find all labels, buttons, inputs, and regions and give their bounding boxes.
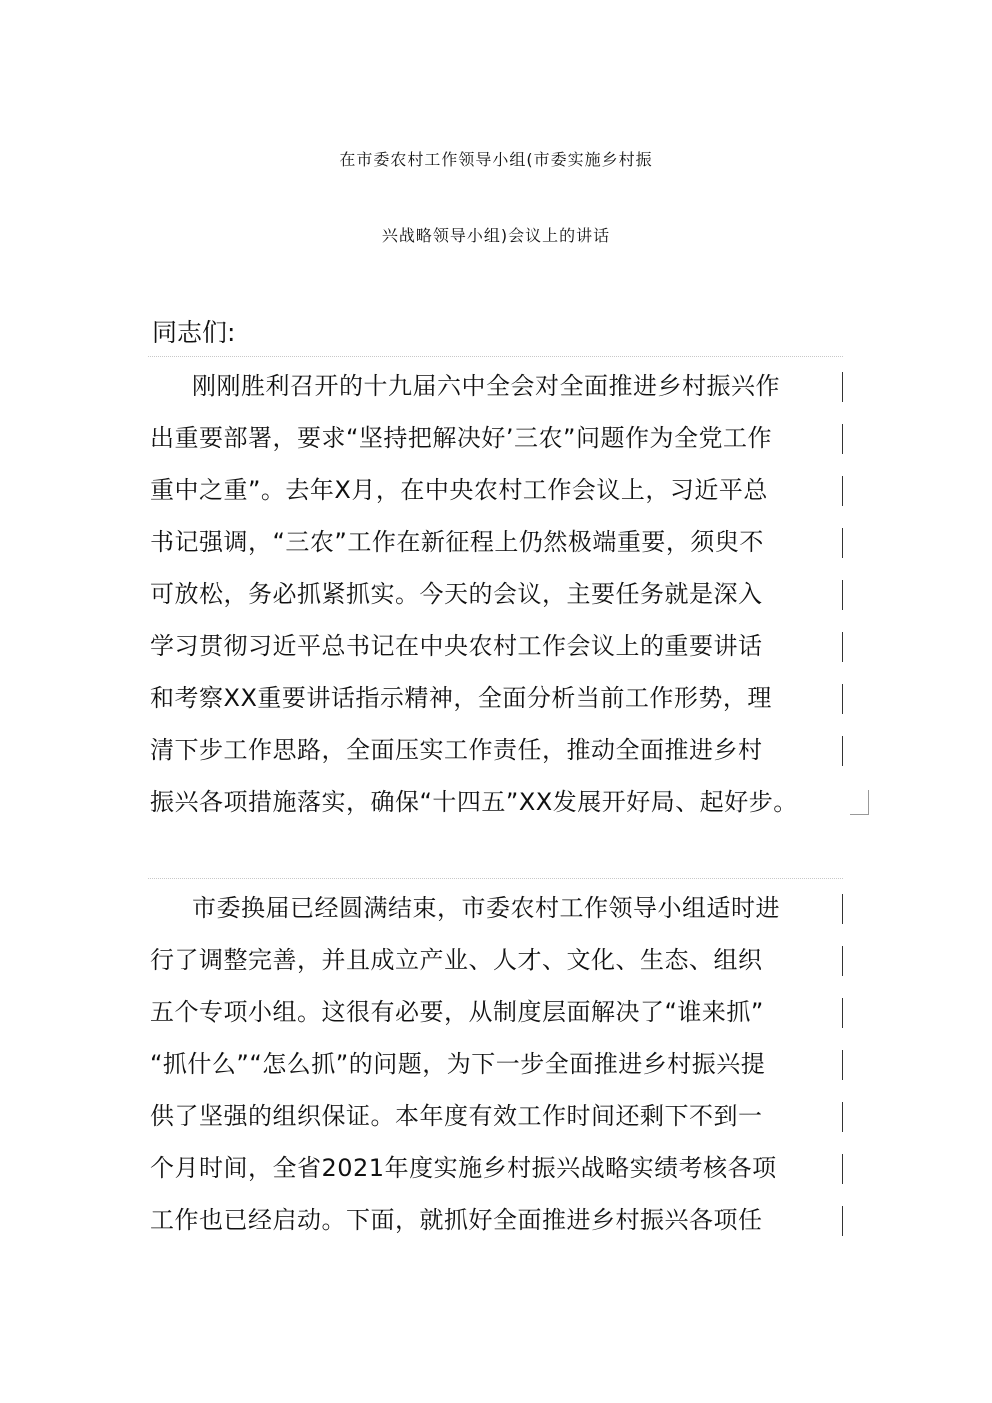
line-end-marker	[842, 476, 843, 506]
paragraph-line: “抓什么”“怎么抓”的问题，为下一步全面推进乡村振兴提	[150, 1050, 766, 1078]
line-end-marker	[842, 632, 843, 662]
paragraph-line: 振兴各项措施落实，确保“十四五”XX发展开好局、起好步。	[150, 788, 798, 816]
paragraph-line: 可放松，务必抓紧抓实。今天的会议，主要任务就是深入	[150, 580, 763, 608]
line-end-marker	[842, 1206, 843, 1236]
paragraph-divider	[148, 878, 843, 879]
paragraph-line: 工作也已经启动。下面，就抓好全面推进乡村振兴各项任	[150, 1206, 763, 1234]
paragraph-line: 五个专项小组。这很有必要，从制度层面解决了“谁来抓”	[150, 998, 764, 1026]
line-end-marker	[842, 894, 843, 924]
paragraph-line: 清下步工作思路，全面压实工作责任，推动全面推进乡村	[150, 736, 763, 764]
line-end-marker	[842, 946, 843, 976]
paragraph-line: 重中之重”。去年X月，在中央农村工作会议上，习近平总	[150, 476, 768, 504]
line-end-marker	[842, 736, 843, 766]
paragraph-line: 刚刚胜利召开的十九届六中全会对全面推进乡村振兴作	[192, 372, 780, 400]
paragraph-line: 学习贯彻习近平总书记在中央农村工作会议上的重要讲话	[150, 632, 763, 660]
line-end-marker	[842, 528, 843, 558]
paragraph-line: 行了调整完善，并且成立产业、人才、文化、生态、组织	[150, 946, 763, 974]
paragraph-line: 出重要部署，要求“坚持把解决好’三农”问题作为全党工作	[150, 424, 772, 452]
line-end-marker	[842, 580, 843, 610]
paragraph-line: 和考察XX重要讲话指示精神，全面分析当前工作形势，理	[150, 684, 772, 712]
line-end-marker	[842, 998, 843, 1028]
paragraph-line: 个月时间，全省2021年度实施乡村振兴战略实绩考核各项	[150, 1154, 777, 1182]
salutation: 同志们:	[152, 318, 236, 347]
line-end-marker	[842, 1154, 843, 1184]
page-title-line-2: 兴战略领导小组)会议上的讲话	[381, 226, 611, 245]
paragraph-line: 市委换届已经圆满结束，市委农村工作领导小组适时进	[192, 894, 780, 922]
line-end-marker	[842, 1102, 843, 1132]
paragraph-divider	[148, 356, 843, 357]
paragraph-end-mark	[850, 790, 869, 815]
line-end-marker	[842, 372, 843, 402]
paragraph-line: 书记强调，“三农”工作在新征程上仍然极端重要，须臾不	[150, 528, 764, 556]
page-title-line-1: 在市委农村工作领导小组(市委实施乡村振	[339, 150, 653, 169]
line-end-marker	[842, 1050, 843, 1080]
paragraph-line: 供了坚强的组织保证。本年度有效工作时间还剩下不到一	[150, 1102, 763, 1130]
line-end-marker	[842, 684, 843, 714]
line-end-marker	[842, 424, 843, 454]
